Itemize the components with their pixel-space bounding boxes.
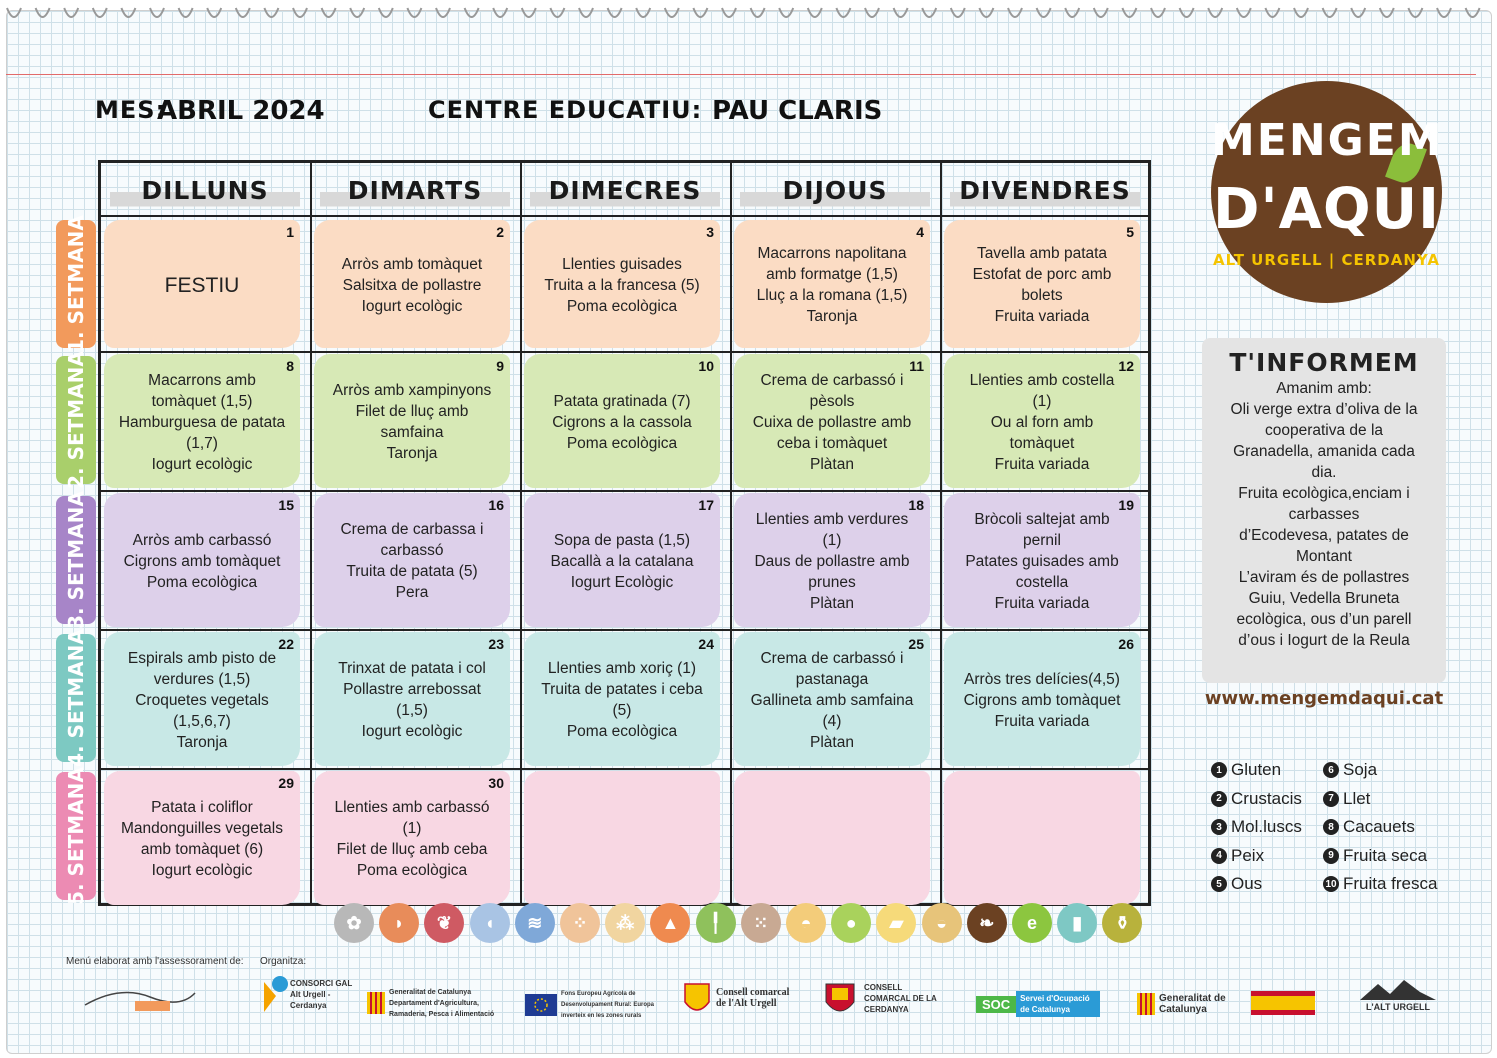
allergen-item [1323,845,1427,867]
menu-cell [734,220,930,348]
info-line: ecològica, ous d’un parell [1236,611,1412,628]
day-number: 22 [278,636,294,652]
milk-icon: ▮ [1057,903,1097,943]
info-line: Guiu, Vedella Bruneta [1248,590,1400,607]
dish-line: Espirals amb pisto de [127,649,277,667]
allergen-item [1211,759,1281,781]
dish-line: (1,5) [396,702,428,719]
day-number: 29 [278,775,294,791]
dish-line: pèsols [809,392,855,410]
allergen-number-icon: 7 [1323,791,1339,807]
cc-alturgell-logo: Consell comarcal de l'Alt Urgell [682,976,800,1020]
school-value: PAU CLARIS [712,96,883,126]
dish-line: Estofat de porc amb [972,266,1112,283]
dish-line: Llenties guisades [562,255,682,273]
dish-line: Llenties amb carbassó [334,799,490,816]
menu-cell [104,220,300,348]
dish-line: Pera [395,584,429,601]
allergen-number-icon: 2 [1211,791,1227,807]
dish-line: Poma ecològica [566,297,678,315]
cc-cerdanya-logo: CONSELL COMARCAL DE LA CERDANYA [820,976,950,1020]
day-number: 10 [698,358,714,374]
alturgell-logo: L'ALT URGELL [1356,978,1440,1020]
menu-dishes [528,638,716,762]
dish-line: FESTIU [164,273,240,297]
menu-cell [734,771,930,905]
fish-icon: ◖ [470,903,510,943]
dish-line: Pollastre arrebossat [343,681,481,698]
menu-dishes [318,226,506,344]
menu-dishes [108,638,296,762]
menu-dishes [108,499,296,623]
dish-line: (5) [612,702,632,719]
menu-cell [104,493,300,627]
day-number: 4 [916,224,924,240]
dish-line: Trinxat de patata i col [338,660,486,677]
dish-line: Fruita variada [994,594,1090,612]
week-tab-2: 2. SETMANA [56,356,96,484]
nutritionist-logo [80,975,200,1025]
dish-line: verdures (1,5) [153,670,251,688]
dish-line: Patata gratinada (7) [553,392,691,410]
allergen-label: Soja [1343,760,1378,779]
dish-line: Crema de carbassó i [760,649,904,667]
menu-dishes [948,777,1136,901]
dish-line: (1,7) [186,434,218,452]
month-label: MES: [95,96,167,124]
dish-line: Iogurt ecològic [361,297,463,315]
dish-line: Lluç a la romana (1,5) [756,287,908,304]
info-line: dia. [1311,464,1337,481]
dish-line: Llenties amb costella [969,371,1115,389]
margin-line [6,74,1476,75]
dish-line: Plàtan [810,733,854,751]
dish-line: tomàquet (1,5) [151,392,253,410]
dish-line: Poma ecològica [356,862,468,879]
allergen-label: Fruita fresca [1343,874,1438,893]
dish-line: Crema de carbassó i [760,371,904,389]
dish-line: Bacallà a la catalana [550,552,694,570]
dish-line: (1) [822,531,842,549]
dish-line: Plàtan [810,455,854,473]
dish-line: costella [1015,573,1069,591]
menu-dishes [108,777,296,901]
allergen-item [1211,788,1302,810]
menu-cell [944,220,1140,348]
dish-line: Mandonguilles vegetals [121,820,283,837]
menu-cell [524,771,720,905]
dish-line: ceba i tomàquet [776,434,888,452]
allergen-label: Llet [1343,788,1371,808]
dish-line: Poma ecològica [566,434,678,452]
egg-icon: ◓ [786,903,826,943]
dish-line: (1) [402,820,422,837]
dish-line: Cigrons amb tomàquet [123,552,281,570]
cheese-icon: ▰ [876,903,916,943]
organizer-label: Organitza: [260,956,307,967]
info-title: T'INFORMEM [1229,348,1419,377]
allergen-number-icon: 9 [1323,848,1339,864]
allergen-number-icon: 1 [1211,762,1227,778]
dish-line: Macarrons napolitana [757,245,907,262]
day-number: 17 [698,497,714,513]
apple-icon: ● [831,903,871,943]
allergen-number-icon: 4 [1211,848,1227,864]
menu-cell [524,354,720,488]
dish-line: Fruita variada [994,455,1090,473]
dish-line: carbassó [380,542,444,559]
menu-dishes [948,638,1136,762]
info-line: d’ous i Iogurt de la Reula [1238,632,1410,649]
menu-dishes [528,499,716,623]
grain-icon: ⁂ [605,903,645,943]
olive-leaf-icon: ❧ [967,903,1007,943]
week-tab-3: 3. SETMANA [56,496,96,624]
dish-line: Taronja [806,308,858,325]
menu-cell [944,771,1140,905]
day-number: 2 [496,224,504,240]
dish-line: Patates guisades amb [965,552,1119,570]
dish-line: Arròs amb carbassó [132,531,272,549]
allergen-label: Gluten [1231,760,1282,779]
consorci-gal-logo: CONSORCI GAL Alt Urgell - Cerdanya [262,972,362,1016]
day-number: 19 [1118,497,1134,513]
day-number: 9 [496,358,504,374]
day-number: 30 [488,775,504,791]
nuts-icon: ⁙ [741,903,781,943]
menu-cell [524,220,720,348]
dish-line: Gallineta amb samfaina [750,691,914,709]
menu-dishes [528,777,716,901]
menu-cell [734,354,930,488]
dish-line: Fruita variada [994,712,1090,730]
dish-line: Cuixa de pollastre amb [752,413,912,431]
dish-line: Truita de patata (5) [346,563,478,580]
dish-line: Croquetes vegetals [135,691,269,709]
dish-line: (1) [1032,392,1052,410]
dish-line: Tavella amb patata [976,245,1108,262]
dish-line: Cigrons a la cassola [552,413,692,431]
dish-line: Arròs amb tomàquet [341,255,483,273]
menu-dishes [738,499,926,623]
dish-line: Iogurt ecològic [151,455,253,473]
gencat-agri-logo: Generalitat de Catalunya Departament d'Agricultura, Ramaderia, Pesca i Alimentació [367,990,515,1016]
info-line: Granadella, amanida cada [1233,443,1415,460]
dish-line: Daus de pollastre amb [754,552,910,570]
dish-line: Truita a la francesa (5) [544,276,700,294]
dish-line: Cigrons amb tomàquet [963,691,1121,709]
dish-line: Llenties amb verdures [755,510,909,528]
day-header-1: DIMARTS [320,168,510,212]
dish-line: bolets [1021,287,1063,304]
dish-line: Sopa de pasta (1,5) [553,531,691,549]
dish-line: Iogurt ecològic [361,723,463,740]
dish-line: Poma ecològica [146,573,258,591]
dish-line: Patata i coliflor [151,799,253,816]
week-tab-5: 5. SETMANA [56,772,96,900]
dish-line: Poma ecològica [566,723,678,740]
dish-line: Fruita variada [994,308,1090,325]
dish-line: Arròs amb xampinyons [332,382,492,399]
menu-cell [524,632,720,766]
menu-dishes [948,226,1136,344]
soc-logo: SOC Servei d'Ocupació de Catalunya [976,992,1114,1016]
menu-dishes [738,777,926,901]
feader-logo: Fons Europeu Agrícola de Desenvolupament Rural: Europa inverteix en les zones rurals [525,992,665,1018]
menu-cell [314,493,510,627]
dish-line: Bròcoli saltejat amb [974,510,1110,528]
dish-line: Arròs tres delícies(4,5) [964,670,1120,688]
menu-cell [104,632,300,766]
day-number: 3 [706,224,714,240]
info-box [1202,338,1446,683]
school-label: CENTRE EDUCATIU: [428,96,703,124]
day-number: 16 [488,497,504,513]
allergen-item [1211,845,1264,867]
menu-cell [104,771,300,905]
website-link[interactable]: www.mengemdaqui.cat [1204,688,1444,709]
dish-line: Hamburguesa de patata [118,413,286,431]
dish-line: (1,5,6,7) [173,712,231,730]
menu-dishes [528,360,716,484]
week-tab-1: 1. SETMANA [56,220,96,348]
day-number: 26 [1118,636,1134,652]
menu-dishes [108,360,296,484]
day-number: 11 [909,358,924,374]
allergen-label: Ous [1231,874,1263,893]
dish-line: Filet de lluç amb [355,403,469,420]
eco-icon: e [1012,903,1052,943]
allergen-number-icon: 8 [1323,819,1339,835]
menu-dishes [738,226,926,344]
allergen-number-icon: 10 [1323,876,1339,892]
menu-dishes [318,777,506,901]
dish-line: pastanaga [795,670,869,688]
day-number: 25 [908,636,924,652]
day-header-3: DIJOUS [740,168,930,212]
dish-line: Salsitxa de pollastre [342,276,482,294]
allergen-item [1323,788,1370,810]
allergen-item [1211,873,1262,895]
dish-line: Ou al forn amb [990,413,1094,431]
menu-dishes [318,638,506,762]
menu-cell [944,493,1140,627]
month-value: ABRIL 2024 [157,96,325,126]
day-number: 12 [1118,358,1134,374]
sardines-icon: ≋ [515,903,555,943]
day-number: 1 [286,224,294,240]
dish-line: Truita de patates i ceba [541,681,703,698]
dish-line: Llenties amb xoriç (1) [547,660,697,677]
menu-cell [104,354,300,488]
carrot-icon: ▲ [650,903,690,943]
advice-label: Menú elaborat amb l'assessorament de: [66,956,244,967]
menu-cell [944,632,1140,766]
dish-line: Macarrons amb [148,371,256,389]
day-header-0: DILLUNS [110,168,300,212]
info-line: Amanim amb: [1276,380,1372,397]
menu-cell [314,632,510,766]
dish-line: Crema de carbassa i [340,521,484,538]
day-number: 15 [278,497,294,513]
info-line: cooperativa de la [1264,422,1384,439]
menu-dishes [738,638,926,762]
wheat-icon: ✿ [334,903,374,943]
allergen-number-icon: 3 [1211,819,1227,835]
menu-dishes [318,360,506,484]
allergen-label: Cacauets [1343,817,1415,836]
week-tab-4: 4. SETMANA [56,634,96,762]
mengem-daqui-logo: MENGEM D'AQUI ALT URGELL | CERDANYA [1211,81,1442,303]
spiral-binding [0,0,1497,26]
dish-line: Filet de lluç amb ceba [336,841,488,858]
dish-line: Iogurt Ecològic [570,573,674,591]
day-number: 18 [908,497,924,513]
allergen-label: Mol.luscs [1231,817,1302,836]
allergen-number-icon: 5 [1211,876,1227,892]
info-line: Oli verge extra d’oliva de la [1230,401,1418,418]
allergen-item [1323,816,1415,838]
chicken-leg-icon: ◗ [379,903,419,943]
info-text [1212,378,1436,651]
menu-dishes [108,226,296,344]
menu-dishes [738,360,926,484]
dish-line: samfaina [380,424,444,441]
dish-line: Taronja [176,733,228,751]
day-header-4: DIVENDRES [950,168,1140,212]
bread-icon: ◒ [922,903,962,943]
menu-dishes [528,226,716,344]
info-line: Fruita ecològica,enciam i [1238,485,1410,502]
menu-cell [314,220,510,348]
gencat-logo: Generalitat de Catalunya [1137,992,1237,1016]
dish-line: amb tomàquet (6) [140,841,264,858]
menu-cell [524,493,720,627]
info-line: d’Ecodevesa, patates de [1239,527,1409,544]
allergen-item [1211,816,1302,838]
dish-line: Taronja [386,445,438,462]
day-number: 5 [1126,224,1134,240]
shrimp-icon: ❦ [424,903,464,943]
day-number: 23 [488,636,504,652]
dish-line: Iogurt ecològic [151,862,253,879]
info-line: carbasses [1288,506,1360,523]
allergen-label: Crustacis [1231,788,1302,808]
info-line: Montant [1295,548,1352,565]
day-header-2: DIMECRES [530,168,720,212]
allergen-item [1323,759,1377,781]
asparagus-icon: ╿ [696,903,736,943]
menu-dishes [948,360,1136,484]
legumes-icon: ⁘ [560,903,600,943]
menu-cell [314,771,510,905]
oil-bottle-icon: ⚱ [1102,903,1142,943]
allergen-number-icon: 6 [1323,762,1339,778]
menu-cell [734,493,930,627]
allergen-label: Peix [1231,845,1265,865]
allergen-item [1323,873,1437,895]
dish-line: amb formatge (1,5) [766,266,898,283]
dish-line: prunes [808,573,856,591]
dish-line: tomàquet [1009,434,1075,452]
dish-line: (4) [822,712,842,730]
allergen-label: Fruita seca [1343,845,1428,865]
menu-dishes [948,499,1136,623]
day-number: 8 [286,358,294,374]
menu-cell [944,354,1140,488]
info-line: L’aviram és de pollastres [1238,569,1410,586]
dish-line: Plàtan [810,594,854,612]
menu-cell [314,354,510,488]
menu-cell [734,632,930,766]
day-number: 24 [698,636,714,652]
spain-gov-logo [1251,990,1341,1016]
dish-line: pernil [1023,531,1061,549]
food-icons-row [334,903,1154,947]
menu-dishes [318,499,506,623]
